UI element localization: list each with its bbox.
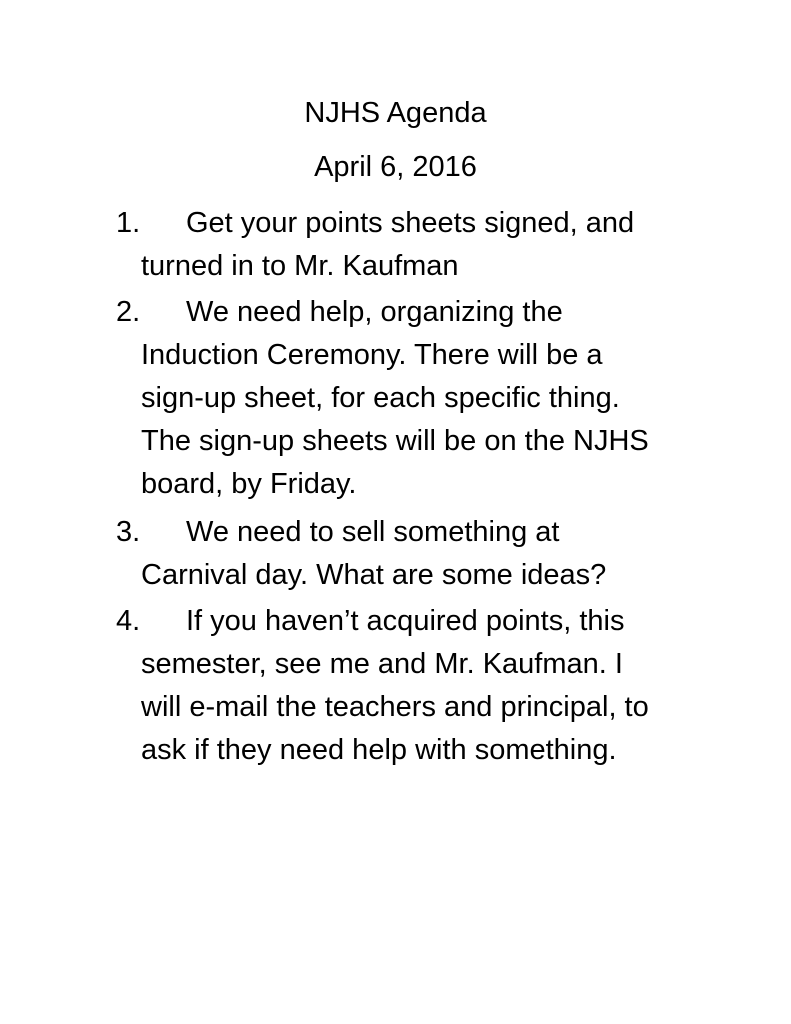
- agenda-item-text: turned in to Mr. Kaufman: [141, 250, 459, 282]
- agenda-item-1: [116, 202, 716, 288]
- agenda-item-number: 4.: [116, 605, 141, 637]
- document-date: April 6, 2016: [314, 151, 477, 183]
- agenda-item-text: The sign-up sheets will be on the NJHS: [141, 425, 649, 457]
- agenda-item-text: Induction Ceremony. There will be a: [141, 339, 603, 371]
- agenda-item-text: ask if they need help with something.: [141, 734, 617, 766]
- agenda-item-3: [116, 511, 716, 597]
- agenda-item-number: 3.: [116, 516, 141, 548]
- agenda-item-text: Carnival day. What are some ideas?: [141, 559, 607, 591]
- agenda-item-number: 1.: [116, 207, 141, 239]
- agenda-item-text: Get your points sheets signed, and: [186, 207, 635, 239]
- document-title: NJHS Agenda: [304, 97, 487, 129]
- agenda-item-text: board, by Friday.: [141, 468, 357, 500]
- agenda-item-4: [116, 600, 716, 772]
- agenda-item-number: 2.: [116, 296, 141, 328]
- agenda-item-text: semester, see me and Mr. Kaufman. I: [141, 648, 623, 680]
- agenda-item-text: will e-mail the teachers and principal, to: [141, 691, 649, 723]
- agenda-item-2: [116, 291, 716, 506]
- agenda-item-text: If you haven’t acquired points, this: [186, 605, 625, 637]
- agenda-item-text: We need help, organizing the: [186, 296, 563, 328]
- agenda-item-text: sign-up sheet, for each specific thing.: [141, 382, 620, 414]
- agenda-item-text: We need to sell something at: [186, 516, 560, 548]
